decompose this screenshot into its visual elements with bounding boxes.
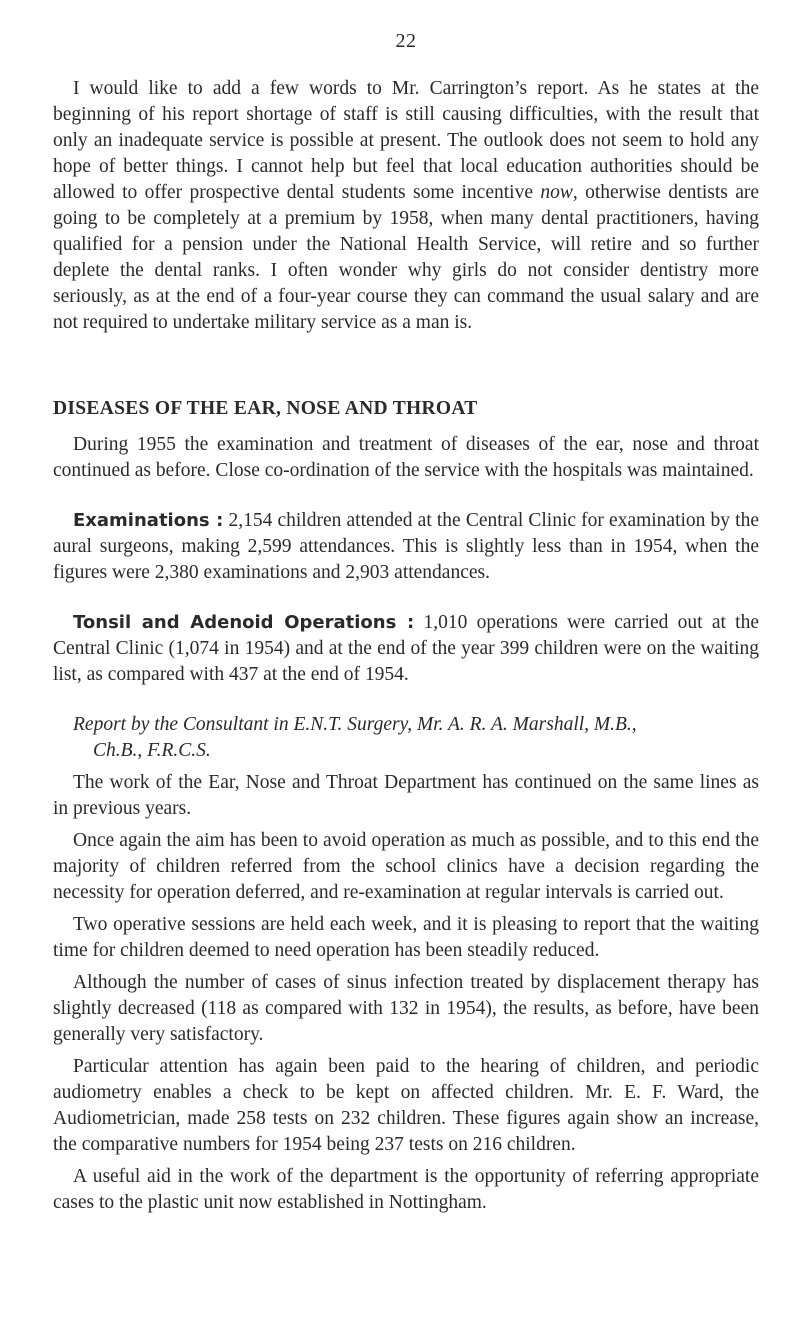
report-paragraph: A useful aid in the work of the department is the opportunity of referring appropriate cases to the plastic unit now established in Nottingham. xyxy=(53,1166,759,1213)
intro-paragraph xyxy=(53,76,759,336)
report-paragraph: Particular attention has again been paid to the hearing of children, and periodic audiometry enables a check to be kept on affected children. Mr. E. F. Ward, the Audiometrician, made 258 tests on 232 children. These figures again show an increase, the comparative numbers for 1954 being 237 tests on 216 children. xyxy=(53,1056,759,1155)
intro-text-end: , otherwise dentists are going to be completely at a premium by 1958, when many dental practitioners, having qualified for a pension under the National Health Service, will retire and so further deplete the dental ranks. I often wonder why girls do not consider dentistry more seriously, as at the end of a four-year course they can command the usual salary and are not required to undertake military service as a man is. xyxy=(53,182,759,333)
report-paragraph: Two operative sessions are held each week, and it is pleasing to report that the waiting time for children deemed to need operation has been steadily reduced. xyxy=(53,914,759,961)
examinations-lead: Examinations : xyxy=(73,510,224,531)
report-paragraph: The work of the Ear, Nose and Throat Department has continued on the same lines as in previous years. xyxy=(53,772,759,819)
intro-text-start: I would like to add a few words to Mr. Carrington’s report. As he states at the beginning of his report shortage of staff is still causing difficulties, with the result that only an inadequate service is possible at present. The outlook does not seem to hold any hope of better things. I cannot help but feel that local education authorities should be allowed to offer prospective dental students some incentive xyxy=(53,78,759,203)
tonsil-lead: Tonsil and Adenoid Operations : xyxy=(73,612,415,633)
document-page xyxy=(53,28,759,1216)
page-number: 22 xyxy=(395,30,417,52)
report-heading xyxy=(53,712,759,764)
examinations-text: 2,154 children attended at the Central Clinic for examination by the aural surgeons, making 2,599 attendances. This is slightly less than in 1954, when the figures were 2,380 examinations and 2,903 attendances. xyxy=(53,510,760,583)
report-heading-line2: Ch.B., F.R.C.S. xyxy=(93,740,211,761)
report-heading-line1: Report by the Consultant in E.N.T. Surgery, Mr. A. R. A. Marshall, M.B., xyxy=(73,714,637,735)
examinations-paragraph xyxy=(53,508,759,586)
tonsil-paragraph xyxy=(53,610,759,688)
report-paragraph: Although the number of cases of sinus infection treated by displacement therapy has slightly decreased (118 as compared with 132 in 1954), the results, as before, have been generally very satisfactory. xyxy=(53,972,759,1045)
intro-emphasis: now xyxy=(540,182,573,203)
section-intro-paragraph: During 1955 the examination and treatment of diseases of the ear, nose and throat continued as before. Close co-ordination of the service with the hospitals was maintained. xyxy=(53,434,759,481)
report-paragraph: Once again the aim has been to avoid operation as much as possible, and to this end the majority of children referred from the school clinics have a decision regarding the necessity for operation deferred, and re-examination at regular intervals is carried out. xyxy=(53,830,759,903)
section-heading: DISEASES OF THE EAR, NOSE AND THROAT xyxy=(53,398,478,419)
tonsil-text: 1,010 operations were carried out at the Central Clinic (1,074 in 1954) and at the end of the year 399 children were on the waiting list, as compared with 437 at the end of 1954. xyxy=(53,612,759,685)
